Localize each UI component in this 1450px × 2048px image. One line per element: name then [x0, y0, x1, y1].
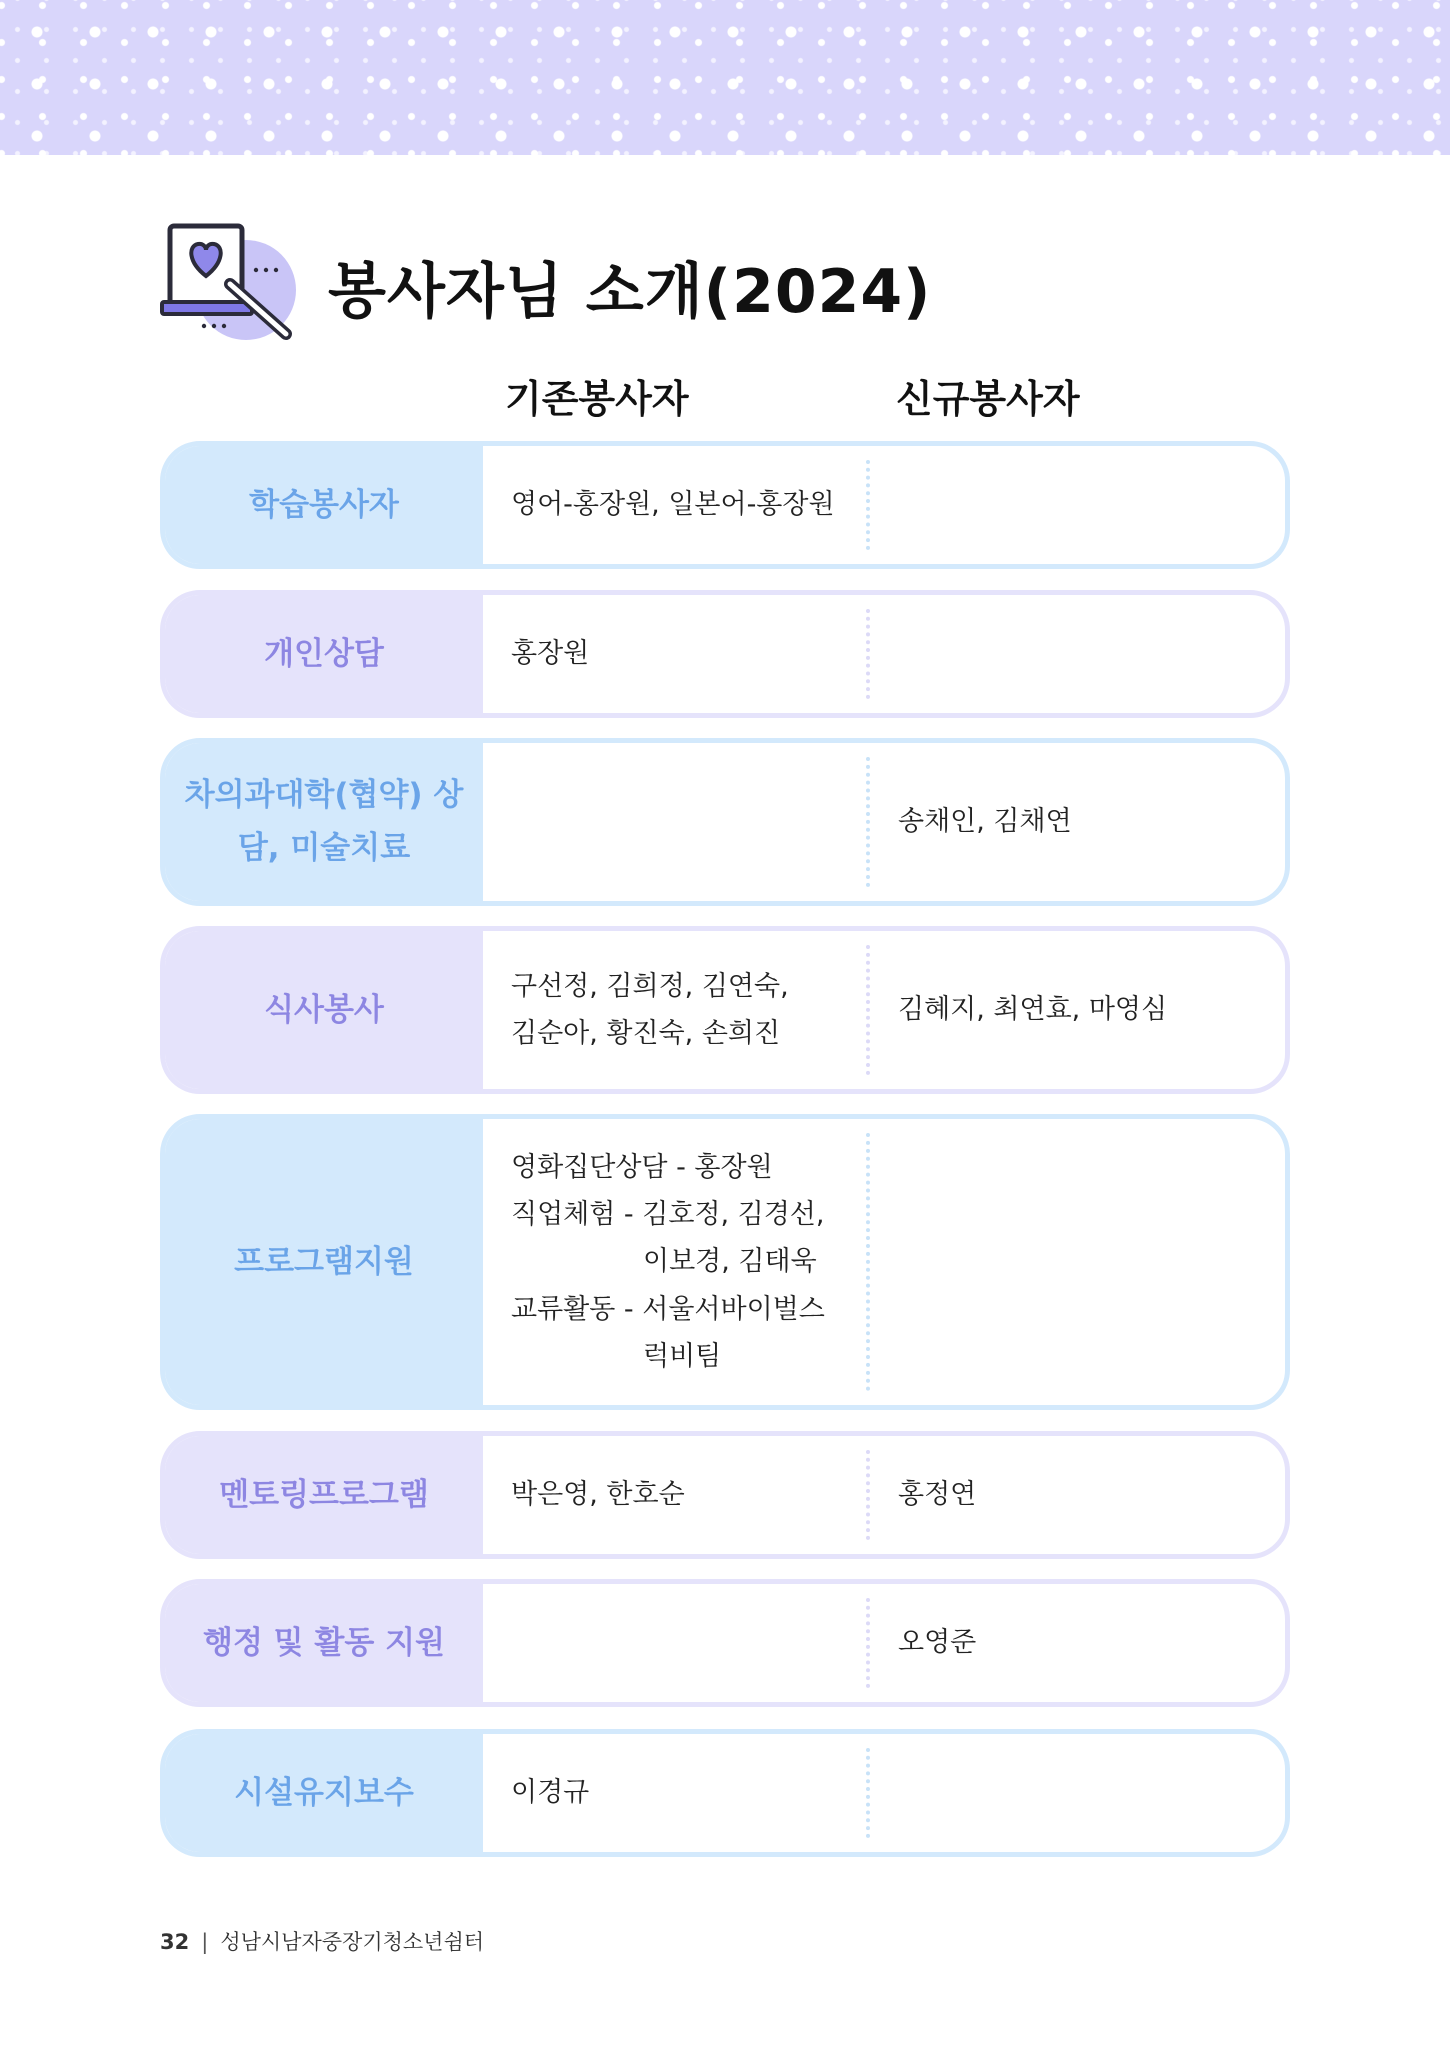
volunteer-line: 홍정연 — [898, 1479, 977, 1511]
volunteer-line: 오영준 — [898, 1627, 977, 1659]
page-footer — [160, 1926, 484, 1956]
table-row — [160, 1729, 1290, 1857]
new-volunteers-cell — [866, 1119, 1285, 1405]
row-label-line: 차의과대학(협약) — [184, 777, 423, 814]
page-title: 봉사자님 소개(2024) — [328, 257, 932, 327]
volunteer-line: 김순아, 황진숙, 손희진 — [511, 1018, 781, 1049]
row-label: 행정 및 활동 지원 — [165, 1584, 483, 1702]
new-volunteers-cell — [866, 1734, 1285, 1852]
new-volunteers-cell — [866, 595, 1285, 713]
existing-volunteers-cell — [483, 1734, 866, 1852]
table-row — [160, 1114, 1290, 1410]
new-volunteers-cell — [866, 743, 1285, 901]
header-banner — [0, 0, 1450, 155]
table-row — [160, 738, 1290, 906]
row-label: 프로그램지원 — [165, 1119, 483, 1405]
existing-volunteers-cell — [483, 1584, 866, 1702]
existing-volunteers-cell — [483, 1119, 866, 1405]
volunteer-line: 김혜지, 최연효, 마영심 — [898, 994, 1168, 1026]
volunteer-line: 구선정, 김희정, 김연숙, — [511, 970, 789, 1002]
row-label-line: 상담, 미술치료 — [237, 777, 464, 866]
organization-name: 성남시남자중장기청소년쉼터 — [220, 1930, 485, 1954]
new-volunteers-cell — [866, 931, 1285, 1089]
volunteer-heart-letter-icon — [158, 222, 298, 352]
volunteer-line: 박은영, 한호순 — [511, 1479, 685, 1511]
existing-volunteers-cell — [483, 446, 866, 564]
table-row — [160, 1431, 1290, 1559]
volunteer-line: 홍장원 — [511, 638, 590, 670]
row-label: 개인상담 — [165, 595, 483, 713]
volunteer-line: 영어-홍장원, 일본어-홍장원 — [511, 489, 835, 521]
existing-volunteers-cell — [483, 743, 866, 901]
row-label: 학습봉사자 — [165, 446, 483, 564]
footer-separator: | — [201, 1930, 209, 1954]
new-volunteers-cell — [866, 446, 1285, 564]
existing-volunteers-cell — [483, 595, 866, 713]
column-header-new: 신규봉사자 — [896, 377, 1080, 421]
page-number: 32 — [160, 1930, 190, 1954]
row-label: 식사봉사 — [165, 931, 483, 1089]
volunteer-line: 교류활동 - 서울서바이벌스 — [511, 1293, 825, 1325]
existing-volunteers-cell — [483, 931, 866, 1089]
table-row — [160, 926, 1290, 1094]
table-row — [160, 441, 1290, 569]
volunteer-line: 영화집단상담 - 홍장원 — [511, 1151, 773, 1183]
volunteer-line: 이보경, 김태욱 — [643, 1246, 817, 1278]
volunteer-line: 럭비팀 — [643, 1340, 722, 1372]
new-volunteers-cell — [866, 1436, 1285, 1554]
volunteer-line: 송채인, 김채연 — [898, 806, 1072, 838]
existing-volunteers-cell — [483, 1436, 866, 1554]
column-header-existing: 기존봉사자 — [505, 377, 689, 421]
table-row — [160, 1579, 1290, 1707]
row-label: 멘토링프로그램 — [165, 1436, 483, 1554]
new-volunteers-cell — [866, 1584, 1285, 1702]
row-label: 시설유지보수 — [165, 1734, 483, 1852]
table-row — [160, 590, 1290, 718]
volunteer-line: 직업체험 - 김호정, 김경선, — [511, 1199, 825, 1231]
volunteer-line: 이경규 — [511, 1777, 590, 1809]
row-label — [165, 743, 483, 901]
